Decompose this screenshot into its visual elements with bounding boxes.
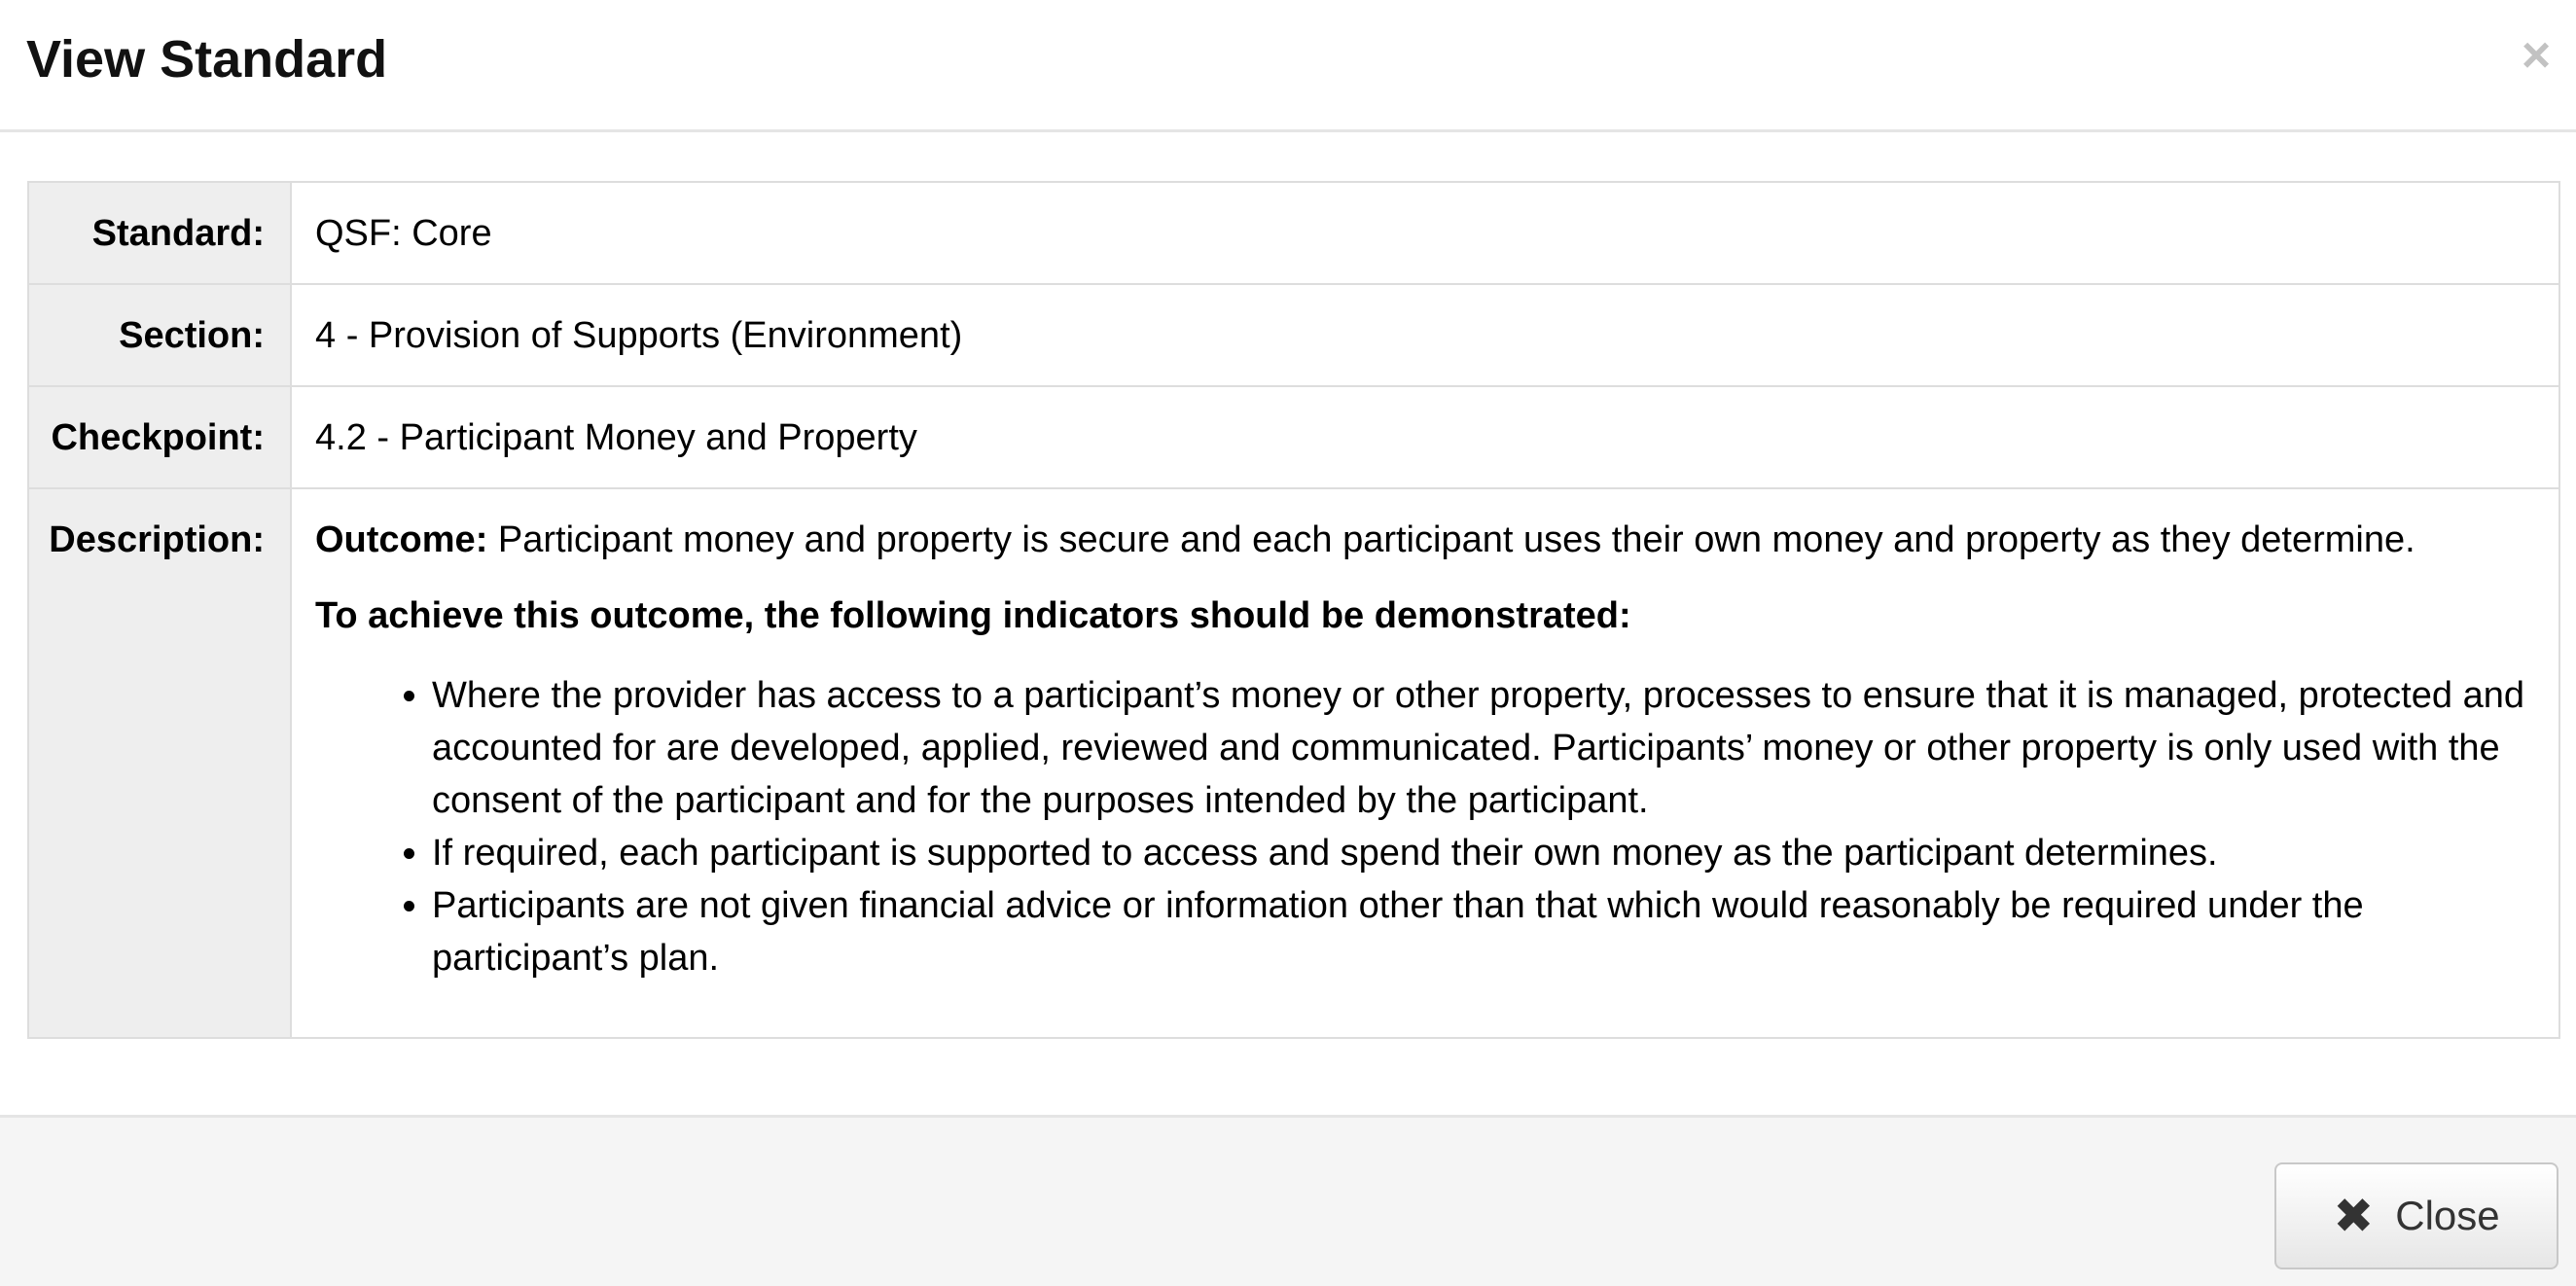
list-item: • Where the provider has access to a participant’s money or other property, processes to ensure that it is managed, protected and accounted for are developed, applied, reviewed and communicated. Participants’ money or other property is only used with the consent of the participant and for the purposes intended by the participant. [432, 669, 2537, 827]
indicators-heading-text: To achieve this outcome, the following indicators should be demonstrated: [315, 595, 1631, 636]
table-row-description [28, 488, 2559, 1038]
close-icon[interactable]: × [2521, 27, 2552, 84]
standard-value: QSF: Core [291, 182, 2559, 284]
modal-footer [0, 1115, 2576, 1286]
checkpoint-value: 4.2 - Participant Money and Property [291, 386, 2559, 488]
description-value [291, 488, 2559, 1038]
table-row-standard [28, 182, 2559, 284]
table-row-section [28, 284, 2559, 386]
list-item: • If required, each participant is supported to access and spend their own money as the participant determines. [432, 827, 2537, 879]
close-button[interactable] [2274, 1162, 2558, 1269]
section-label: Section: [28, 284, 291, 386]
indicators-list [315, 669, 2537, 984]
standard-label: Standard: [28, 182, 291, 284]
outcome-label: Outcome: [315, 519, 488, 560]
outcome-text: Participant money and property is secure and each participant uses their own money and property as they determine. [487, 519, 2415, 560]
table-row-checkpoint [28, 386, 2559, 488]
section-value: 4 - Provision of Supports (Environment) [291, 284, 2559, 386]
indicators-heading [315, 593, 2537, 638]
standard-details-table [27, 181, 2560, 1039]
list-item: • Participants are not given financial advice or information other than that which would reasonably be required under the participant’s plan. [432, 879, 2537, 984]
modal-header [0, 0, 2576, 132]
close-button-label: Close [2395, 1193, 2500, 1238]
modal-body [0, 132, 2576, 1115]
close-x-icon: ✖ [2333, 1189, 2375, 1243]
modal-title: View Standard [26, 30, 388, 89]
description-label: Description: [28, 488, 291, 1038]
checkpoint-label: Checkpoint: [28, 386, 291, 488]
outcome-paragraph [315, 518, 2537, 562]
